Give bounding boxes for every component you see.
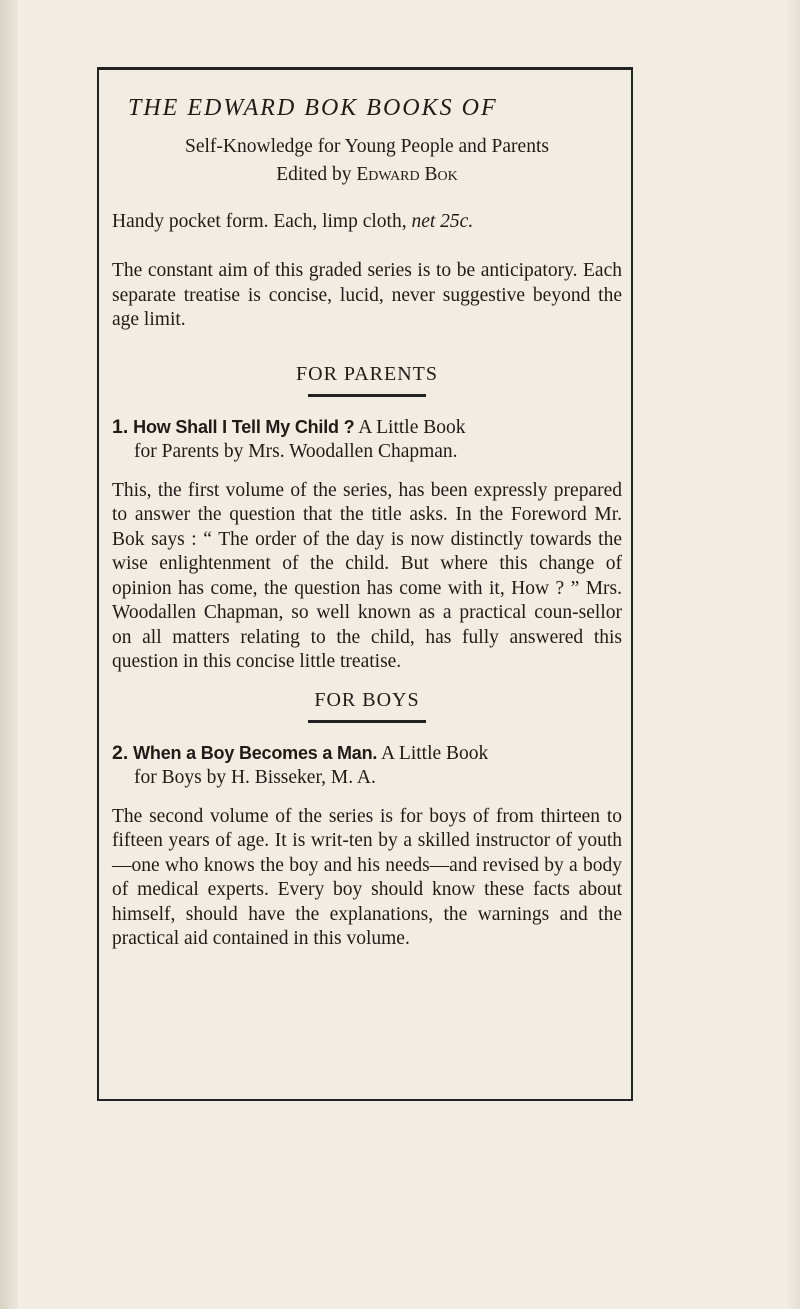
heading-rule [308,720,426,723]
editor-line [112,164,622,186]
intro-paragraph: The constant aim of this graded series is to be anticipatory. Each separate treatise is concise, lucid, never suggestive beyond the age limit. [112,260,622,330]
price-line [112,211,622,233]
page-edge-right [786,0,800,1309]
book-sub-line2: for Parents by Mrs. Woodallen Chapman. [134,441,458,462]
book-title: When a Boy Becomes a Man. [133,742,378,763]
book-title: How Shall I Tell My Child ? [133,416,355,437]
section-heading: FOR PARENTS [296,362,438,385]
series-subtitle: Self-Knowledge for Young People and Parents [185,136,549,157]
page-edge-shadow [0,0,18,1309]
book-sub-line1: A Little Book [381,742,489,764]
book-title-line [112,415,622,441]
price-text: Handy pocket form. Each, limp cloth, [112,211,407,232]
book-sub-line1: A Little Book [358,416,466,438]
book-number: 1. [112,415,129,438]
heading-rule [308,394,426,397]
series-title: THE EDWARD BOK BOOKS OF [128,95,498,121]
price-net: net 25c. [411,211,474,232]
advertisement-content [112,95,622,952]
editor-prefix: Edited by [276,164,352,185]
section-heading: FOR BOYS [314,688,420,711]
editor-name: Edward Bok [356,164,458,185]
book-description: This, the first volume of the series, has been expressly prepared to answer the question that the title asks. In the Foreword Mr. Bok says : “ The order of the day is now distinctly towards the wise enlightenment of the child. But where this change of opinion has come, the question has come with it, How ? ” Mrs. Woodallen Chapman, so well known as a practical coun-sellor on all matters relating to the child, has fully answered this question in this concise little treatise. [112,479,622,672]
book-description: The second volume of the series is for boys of from thirteen to fifteen years of age. It is writ-ten by a skilled instructor of youth—one who knows the boy and his needs—and revised by a body of medical experts. Every boy should know these facts about himself, should have the explanations, the warnings and the practical aid contained in this volume. [112,805,622,949]
book-sub-line2: for Boys by H. Bisseker, M. A. [134,767,376,788]
book-title-line [112,741,622,767]
book-number: 2. [112,741,129,764]
section-boys [112,689,622,952]
section-parents [112,363,622,675]
